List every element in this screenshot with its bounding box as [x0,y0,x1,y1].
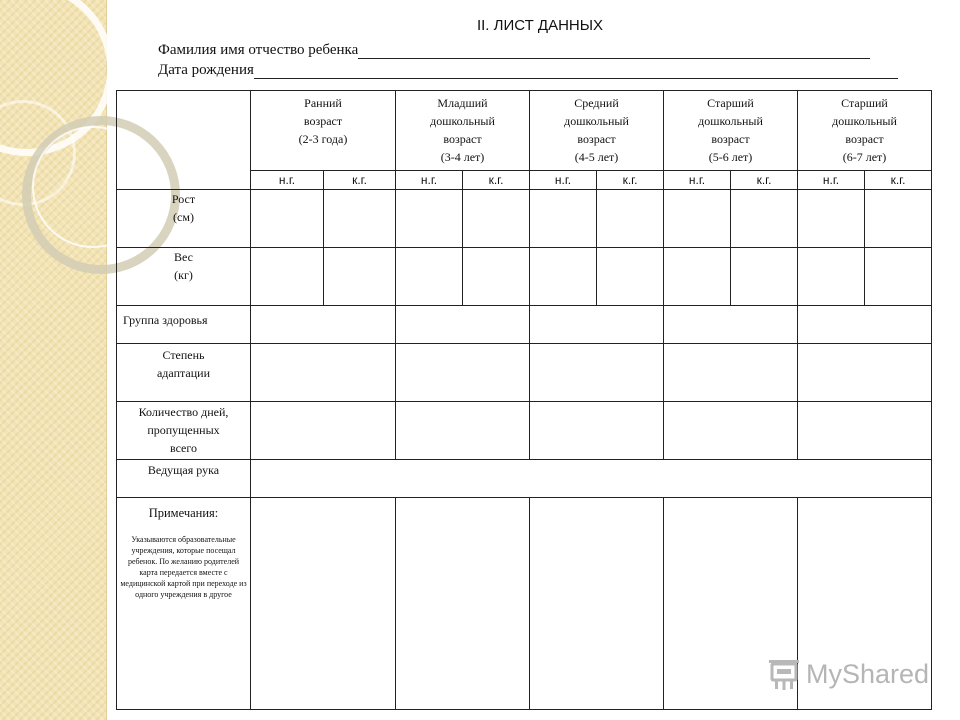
data-cell[interactable] [396,402,530,460]
page-title: II. ЛИСТ ДАННЫХ [476,17,604,34]
data-cell[interactable] [664,344,798,402]
child-name-field[interactable] [158,42,870,59]
data-cell[interactable] [530,248,597,306]
data-cell[interactable] [530,306,664,344]
decorative-side-strip [0,0,107,720]
birth-date-blank[interactable] [254,64,898,79]
row-label-adaptation: Степень адаптации [117,344,251,402]
age-group-header: Ранний возраст (2-3 года) [251,91,396,171]
child-name-blank[interactable] [358,44,870,59]
age-group-header: Младший дошкольный возраст (3-4 лет) [396,91,530,171]
row-label-health-group: Группа здоровья [117,306,251,344]
year-end-header: к.г. [597,171,664,190]
corner-cell [117,91,251,190]
data-cell[interactable] [530,402,664,460]
year-end-header: к.г. [463,171,530,190]
year-end-header: к.г. [731,171,798,190]
year-start-header: н.г. [664,171,731,190]
data-cell[interactable] [251,190,324,248]
data-cell[interactable] [251,248,324,306]
year-start-header: н.г. [798,171,865,190]
data-cell[interactable] [396,306,530,344]
notes-cell[interactable] [530,498,664,710]
notes-title: Примечания: [148,506,219,520]
row-label-missed-days: Количество дней, пропущенных всего [117,402,251,460]
child-name-label: Фамилия имя отчество ребенка [158,42,359,58]
data-cell[interactable] [865,248,932,306]
data-cell[interactable] [731,248,798,306]
year-start-header: н.г. [251,171,324,190]
year-end-header: к.г. [324,171,396,190]
data-table [116,90,932,710]
data-cell[interactable] [396,344,530,402]
birth-date-label: Дата рождения [158,62,254,78]
data-cell[interactable] [798,344,932,402]
data-cell[interactable] [396,190,463,248]
data-cell[interactable] [463,248,530,306]
data-cell[interactable] [798,306,932,344]
age-group-header: Старший дошкольный возраст (6-7 лет) [798,91,932,171]
projector-board-icon [766,656,802,692]
data-cell[interactable] [324,190,396,248]
data-cell[interactable] [530,190,597,248]
data-cell[interactable] [664,306,798,344]
year-start-header: н.г. [396,171,463,190]
data-cell[interactable] [251,460,932,498]
notes-cell[interactable] [251,498,396,710]
data-cell[interactable] [251,344,396,402]
birth-date-field[interactable] [158,62,898,79]
data-cell[interactable] [324,248,396,306]
notes-text: Указываются образовательные учреждения, которые посещал ребенок. По желанию родителей карта передается вместе с медицинской картой при переходе из одного учреждения в другое [120,535,247,599]
year-start-header: н.г. [530,171,597,190]
age-group-header: Средний дошкольный возраст (4-5 лет) [530,91,664,171]
row-label-weight: Вес (кг) [117,248,251,306]
data-cell[interactable] [597,248,664,306]
data-cell[interactable] [798,248,865,306]
notes-cell[interactable] [396,498,530,710]
data-cell[interactable] [463,190,530,248]
data-cell[interactable] [251,306,396,344]
year-end-header: к.г. [865,171,932,190]
watermark [766,656,929,692]
row-label-leading-hand: Ведущая рука [117,460,251,498]
notes-label-cell [117,498,251,710]
data-cell[interactable] [251,402,396,460]
data-cell[interactable] [731,190,798,248]
data-cell[interactable] [798,402,932,460]
data-cell[interactable] [798,190,865,248]
data-cell[interactable] [664,402,798,460]
data-cell[interactable] [597,190,664,248]
age-group-header: Старший дошкольный возраст (5-6 лет) [664,91,798,171]
data-cell[interactable] [530,344,664,402]
watermark-text: MyShared [806,658,930,689]
data-cell[interactable] [664,190,731,248]
data-cell[interactable] [865,190,932,248]
row-label-height: Рост (см) [117,190,251,248]
data-cell[interactable] [396,248,463,306]
data-cell[interactable] [664,248,731,306]
